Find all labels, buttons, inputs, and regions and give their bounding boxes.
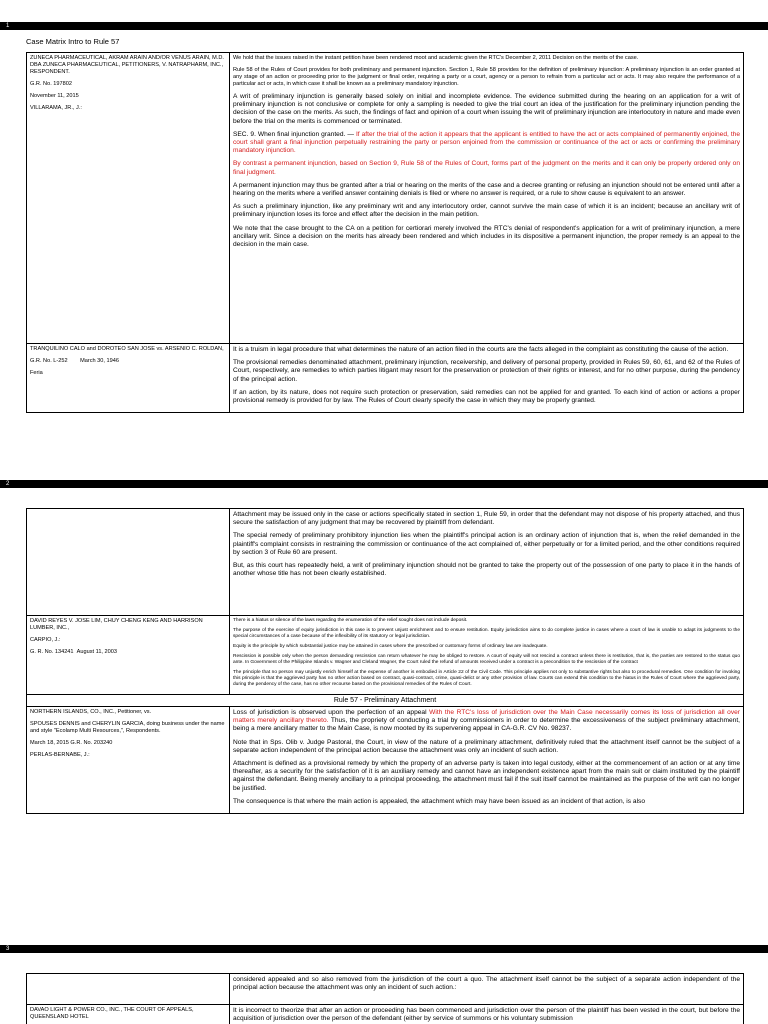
case-caption-cell <box>27 616 230 695</box>
doctrine-paragraph: Equity is the principle by which substantial justice may be attained in cases where the prescribed or customary forms of ordinary law are inadequate. <box>233 644 548 649</box>
doctrine-paragraph: But, as this court has repeatedly held, a writ of preliminary injunction should not be granted to take the property out of the possession of one party to place it in the hands of another whose title has not been clearly established. <box>233 562 740 578</box>
case-gr-number: G.R. No. 197802 <box>30 81 72 87</box>
page <box>0 953 768 1024</box>
case-gr-line <box>30 358 226 365</box>
case-doctrine-cell <box>230 344 744 413</box>
case-caption-cell <box>27 974 230 1005</box>
case-doctrine-cell <box>230 707 744 814</box>
case-doctrine-cell <box>230 974 744 1005</box>
case-caption-cell <box>27 509 230 616</box>
table-row <box>27 974 744 1005</box>
doctrine-text: Loss of jurisdiction is observed upon the perfection of an appeal <box>233 709 430 716</box>
page <box>0 30 768 466</box>
doctrine-paragraph: If an action, by its nature, does not require such protection or preservation, said remedies can not be applied for and granted. To each kind of action or actions a proper provisional remedy is provided for by law. The Rules of Court clearly specify the case in which they may be properly granted. <box>233 388 740 405</box>
highlighted-text: With the RTC's loss of jurisdiction over the Main Case necessarily comes its loss of jurisdiction all over matters merely ancillary thereto. <box>233 709 740 725</box>
page <box>0 488 768 928</box>
table-row <box>27 707 744 814</box>
doctrine-paragraph: The principle that no person may unjustly enrich himself at the expense of another is embodied in Article 22 of the Civil Code. This principle applies not only to substantive rights but also to procedural remedies. One condition for invoking this principle is that the aggrieved party has no other action based on contract, quasi-contract, crime, quasi-delict or any other provision of law. Courts can extend this condition to the hiatus in the Rules of Court where the aggrieved party, during the pendency of the case, has no other recourse based on the provisional remedies of the Rules of Court. <box>233 670 740 687</box>
case-caption: DAVID REYES V. JOSE LIM, CHUY CHENG KENG AND HARRISON LUMBER, INC., <box>30 618 203 631</box>
doctrine-paragraph: As such a preliminary injunction, like any preliminary writ and any interlocutory order, cannot survive the main case of which it is an incident; because an ancillary writ of preliminary injunction loses its force and effect after the decision in the main petition. <box>233 203 740 219</box>
case-date-gr: March 18, 2015 G.R. No. 203240 <box>30 740 113 746</box>
page-bar <box>0 480 768 488</box>
sec9-paragraph <box>233 131 740 156</box>
table-row <box>27 695 744 707</box>
page-number: 3 <box>6 946 10 952</box>
doctrine-paragraph <box>233 709 740 734</box>
case-caption-cell <box>27 1005 230 1024</box>
page-number: 2 <box>6 481 10 487</box>
doctrine-paragraph: The special remedy of preliminary prohibitory injunction lies when the plaintiff's principal action is an ordinary action of injunction that is, when the relief demanded in the plaintiff's complaint consists in restraining the commission or continuance of the act complained of, either perpetually or for a limited period, and the other conditions required by section 3 of Rule 60 are present. <box>233 532 740 556</box>
doctrine-paragraph: We note that the case brought to the CA on a petition for certiorari merely involved the RTC's denial of respondent's application for a writ of preliminary injunction, a mere ancillary writ. Since a decision on the merits has already been rendered and which includes in its dispositive a permanent injunction, the proper remedy is an appeal to the decision in the main case. <box>233 224 740 249</box>
table-row <box>27 53 744 344</box>
doctrine-paragraph: It is incorrect to theorize that after an action or proceeding has been commenced and jurisdiction over the person of the plaintiff has been vested in the court, but before the acquisition of jurisdiction over the person of the defendant (either by service of summons or his voluntary submission <box>233 1007 740 1023</box>
case-caption-cell <box>27 344 230 413</box>
section-header: Rule 57 - Preliminary Attachment <box>27 695 744 707</box>
case-doctrine-cell <box>230 509 744 616</box>
case-caption-cell <box>27 53 230 344</box>
case-doctrine-cell <box>230 53 744 344</box>
doctrine-paragraph: Note that in Sps. Olib v. Judge Pastoral, the Court, in view of the nature of a preliminary attachment, definitively ruled that the attachment itself cannot be the subject of a separate action independent of the principal action because the attachment was only an incident of such action. <box>233 738 740 754</box>
sec9-text: If after the trial of the action it appears that the applicant is entitled to have the act or acts complained of permanently enjoined, the court shall grant a final injunction perpetually restraining the party or person enjoined from the commission or continuance of the act or acts or confirming the preliminary mandatory injunction. <box>233 130 740 155</box>
doctrine-text: Thus, the propriety of conducting a trial by commissioners in order to determine the excessiveness of the subject preliminary attachment, being a mere ancillary matter to the Main Case, is now mooted by its supervening appeal in CA-G.R. CV No. 98237. <box>233 717 741 733</box>
case-caption: NORTHERN ISLANDS, CO., INC., Petitioner, vs. <box>30 709 152 715</box>
doctrine-paragraph: It is a truism in legal procedure that what determines the nature of an action filed in the courts are the facts alleged in the complaint as constituting the cause of the action. <box>233 346 729 353</box>
document-title: Case Matrix Intro to Rule 57 <box>26 37 120 46</box>
case-doctrine-cell <box>230 616 744 695</box>
case-caption: TRANQUILINO CALO and DOROTEO SAN JOSE vs. ARSENIO C. ROLDAN, <box>30 346 224 352</box>
case-gr-number: G. R. No. 134241 <box>30 649 74 655</box>
table-row <box>27 344 744 413</box>
doctrine-paragraph: Rescission is possible only when the person demanding rescission can return whatever he may be obliged to restore. A court of equity will not rescind a contract unless there is restitution, that is, the parties are restored to the status quo ante. In Government of the Philippine Islands v. Wagner and Cleland Wagner, the Court ruled the refund of amounts received under a contract is a precondition to the rescission of the contract <box>233 654 740 665</box>
case-respondents: SPOUSES DENNIS and CHERYLIN GARCIA, doing business under the name and style "Ecolamp Multi Resources,", Respondents. <box>30 721 225 734</box>
doctrine-paragraph: The purpose of the exercise of equity jurisdiction in this case is to prevent unjust enrichment and to ensure restitution. Equity jurisdiction aims to do complete justice in cases where a court of law is unable to adapt its judgments to the special circumstances of a case because of the inflexibility of its statutory or legal jurisdiction. <box>233 628 740 639</box>
case-matrix-table <box>26 52 744 413</box>
case-gr-line <box>30 649 226 656</box>
doctrine-paragraph: There is a hiatus or silence of the laws regarding the enumeration of the relief sought does not include deposit. <box>233 618 468 623</box>
doctrine-paragraph: Rule 58 of the Rules of Court provides for both preliminary and permanent injunction. Section 1, Rule 58 provides for the definition of preliminary injunction: A preliminary injunction is an order granted at any stage of an action or proceeding prior to the judgment or final order, requiring a party or a court, agency or a person to refrain from a particular act or acts. It may also require the performance of a particular act or acts, in which case it shall be known as a preliminary mandatory injunction. <box>233 67 740 87</box>
case-caption: ZUNECA PHARMACEUTICAL, AKRAM ARAIN AND/OR VENUS ARAIN, M.D. DBA ZUNECA PHARMACEUTICAL, PETITIONERS, V. NATRAPHARM, INC., RESPONDENT. <box>30 55 224 75</box>
page-bar <box>0 22 768 30</box>
doctrine-paragraph: The provisional remedies denominated attachment, preliminary injunction, receivership, and delivery of personal property, provided in Rules 59, 60, 61, and 62 of the Rules of Court, respectively, are remedies to which parties litigant may resort for the preservation or protection of their rights or interest, and for no other purpose, during the pendency of the principal action. <box>233 359 740 383</box>
doctrine-paragraph: The consequence is that where the main action is appealed, the attachment which may have been issued as an incident of that action, is also <box>233 797 645 805</box>
page-bar <box>0 945 768 953</box>
doctrine-paragraph: We hold that the issues raised in the instant petition have been rendered moot and academic given the RTC's December 2, 2011 Decision on the merits of the case. <box>233 55 639 61</box>
doctrine-paragraph: A permanent injunction may thus be granted after a trial or hearing on the merits of the case and a decree granting or refusing an injunction should not be entered until after a hearing on the merits where a verified answer containing denials is filed or where no answer is required, or a rule to show cause is equivalent to an answer. <box>233 181 740 198</box>
case-date: November 11, 2015 <box>30 93 79 99</box>
case-caption: DAVAO LIGHT & POWER CO., INC., THE COURT OF APPEALS, QUEENSLAND HOTEL <box>30 1007 194 1020</box>
table-row <box>27 509 744 616</box>
case-date: March 30, 1946 <box>80 358 119 364</box>
doctrine-paragraph: A writ of preliminary injunction is generally based solely on initial and incomplete evidence. The evidence submitted during the hearing on an application for a writ of preliminary injunction is not conclusive or complete for only a sampling is needed to give the trial court an idea of the justification for the preliminary injunction pending the decision of the case on the merits. As such, the findings of fact and opinion of a court when issuing the writ of preliminary injunction are interlocutory in nature and made even before the trial on the merits is commenced or terminated. <box>233 93 740 125</box>
case-caption-cell <box>27 707 230 814</box>
case-gr-number: G.R. No. L-252 <box>30 358 68 364</box>
case-doctrine-cell <box>230 1005 744 1024</box>
table-row <box>27 1005 744 1024</box>
doctrine-paragraph: considered appealed and so also removed from the jurisdiction of the court a quo. The attachment itself cannot be the subject of a separate action independent of the principal action because the attachment was only an incident of such action.: <box>233 976 740 992</box>
case-ponente: VILLARAMA, JR., J.: <box>30 105 82 111</box>
sec9-label: SEC. 9. When final injunction granted. — <box>233 130 356 138</box>
case-ponente: Feria <box>30 370 43 376</box>
highlighted-paragraph: By contrast a permanent injunction, based on Section 9, Rule 58 of the Rules of Court, forms part of the judgment on the merits and it can only be properly ordered only on final judgment. <box>233 160 740 176</box>
table-row <box>27 616 744 695</box>
doctrine-paragraph: Attachment is defined as a provisional remedy by which the property of an adverse party is taken into legal custody, either at the commencement of an action or at any time thereafter, as a security for the satisfaction of it is an auxiliary remedy and cannot have an independent existence apart from the main suit or claim instituted by the plaintiff against the defendant. Being merely ancillary to a principal proceeding, the attachment must fail if the suit itself cannot be maintained as the purpose of the writ can no longer be justified. <box>233 760 740 792</box>
case-matrix-table <box>26 973 744 1024</box>
doctrine-paragraph: Attachment may be issued only in the case or actions specifically stated in section 1, Rule 59, in order that the defendant may not dispose of his property attached, and thus secure the satisfaction of any judgment that may be recovered by plaintiff from defendant. <box>233 511 740 527</box>
case-matrix-table <box>26 508 744 814</box>
case-ponente: PERLAS-BERNABE, J.: <box>30 752 90 758</box>
case-ponente: CARPIO, J.: <box>30 637 61 643</box>
case-date: August 11, 2003 <box>76 649 117 655</box>
page-number: 1 <box>6 23 10 29</box>
